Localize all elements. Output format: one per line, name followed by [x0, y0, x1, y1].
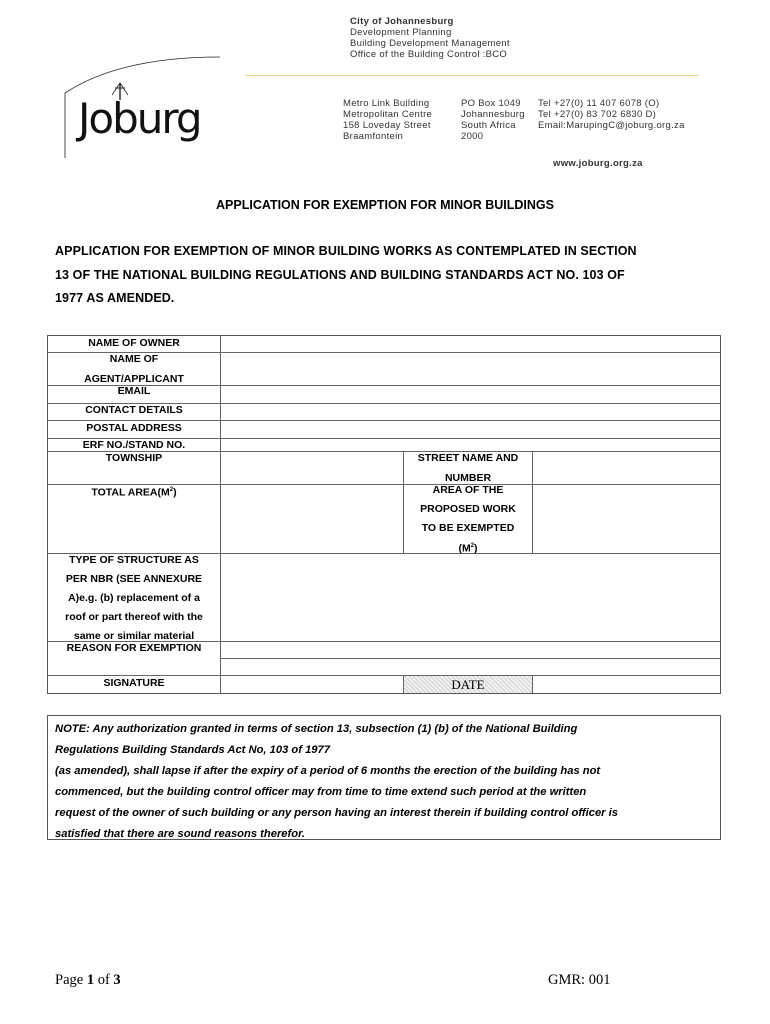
township-field[interactable]	[221, 452, 403, 484]
reason-field[interactable]	[221, 642, 720, 675]
address-postal	[461, 98, 525, 142]
address-line: Metro Link Building	[343, 98, 430, 109]
label-signature: SIGNATURE	[103, 677, 165, 689]
label-name-of-owner: NAME OF OWNER	[88, 337, 180, 349]
address-physical	[343, 98, 432, 142]
header-divider	[246, 75, 698, 76]
address-line: Johannesburg	[461, 109, 525, 120]
label-township: TOWNSHIP	[105, 452, 163, 464]
logo-wordmark: Joburg	[78, 94, 201, 143]
label-area-line2: PROPOSED WORK	[420, 503, 516, 515]
subtitle-line: APPLICATION FOR EXEMPTION OF MINOR BUILDING WORKS AS CONTEMPLATED IN SECTION	[55, 244, 637, 258]
note-line: Regulations Building Standards Act No, 103 of 1977	[55, 744, 330, 756]
structure-type-field[interactable]	[221, 554, 720, 641]
contact-details-field[interactable]	[221, 404, 720, 420]
label-total-area: TOTAL $AREA(M^2)$	[91, 486, 177, 499]
application-form	[47, 335, 721, 694]
form-code: GMR: 001	[548, 972, 611, 988]
label-area-unit: $(M^2)$	[458, 542, 478, 555]
website-link[interactable]: www.joburg.org.za	[553, 158, 643, 169]
address-line: Braamfontein	[343, 131, 404, 142]
document-subtitle	[55, 240, 725, 311]
postal-address-field[interactable]	[221, 421, 720, 438]
label-street-line1: STREET NAME AND	[417, 452, 519, 464]
label-contact-details: CONTACT DETAILS	[85, 404, 183, 416]
note-line: commenced, but the building control officer may from time to time extend such period at the written	[55, 786, 587, 798]
page-number: Page 1 of 3	[55, 972, 121, 988]
address-contact	[538, 98, 685, 131]
email-address: Email:MarupingC@joburg.org.za	[538, 120, 685, 131]
label-structure-line5: same or similar material	[73, 630, 195, 642]
label-erf-no: ERF NO./STAND NO.	[82, 439, 186, 451]
label-area-line1: AREA OF THE	[432, 484, 504, 496]
proposed-area-field[interactable]	[533, 485, 720, 553]
address-line: 158 Loveday Street	[343, 120, 431, 131]
total-area-field[interactable]	[221, 485, 403, 553]
org-line: City of Johannesburg	[350, 16, 454, 27]
phone-office: Tel +27(0) 11 407 6078 (O)	[538, 98, 660, 109]
note-line: NOTE: Any authorization granted in terms of section 13, subsection (1) (b) of the National Building	[55, 723, 578, 735]
page-current: 1	[86, 972, 95, 988]
address-line: PO Box 1049	[461, 98, 521, 109]
label-date: DATE	[451, 677, 485, 692]
address-line: Metropolitan Centre	[343, 109, 433, 120]
org-line: Building Development Management	[350, 38, 510, 49]
agent-name-field[interactable]	[221, 353, 720, 385]
label-street-line2: NUMBER	[444, 472, 492, 484]
page-total: 3	[113, 972, 121, 988]
document-title: APPLICATION FOR EXEMPTION FOR MINOR BUILDINGS	[216, 198, 554, 212]
street-name-field[interactable]	[533, 452, 720, 484]
note-box	[47, 715, 721, 840]
label-postal-address: POSTAL ADDRESS	[86, 422, 182, 434]
date-field[interactable]	[533, 676, 720, 693]
label-area-line3: TO BE EXEMPTED	[421, 522, 515, 534]
joburg-logo	[60, 55, 220, 160]
label-agent-line2: AGENT/APPLICANT	[84, 373, 184, 385]
label-email: EMAIL	[117, 385, 151, 397]
org-line: Development Planning	[350, 27, 452, 38]
label-structure-line1: TYPE OF STRUCTURE AS	[69, 554, 199, 566]
org-block	[350, 16, 510, 60]
phone-direct: Tel +27(0) 83 702 6830 D)	[538, 109, 657, 120]
subtitle-line: 1977 AS AMENDED.	[55, 291, 175, 305]
note-line: (as amended), shall lapse if after the expiry of a period of 6 months the erection of the building has not	[55, 765, 601, 777]
label-agent-line1: NAME OF	[109, 353, 159, 365]
owner-name-field[interactable]	[221, 336, 720, 352]
note-line: satisfied that there are sound reasons therefor.	[55, 828, 305, 840]
email-field[interactable]	[221, 386, 720, 403]
note-line: request of the owner of such building or any person having an interest therein if building control officer is	[55, 807, 618, 819]
address-line: South Africa	[461, 120, 516, 131]
address-line: 2000	[461, 131, 484, 142]
label-structure-line3: A)e.g. (b) replacement of a	[68, 592, 200, 604]
label-structure-line4: roof or part thereof with the	[65, 611, 203, 623]
signature-field[interactable]	[221, 676, 403, 693]
label-reason: REASON FOR EXEMPTION	[66, 642, 202, 654]
label-structure-line2: PER NBR (SEE ANNEXURE	[65, 573, 203, 585]
subtitle-line: 13 OF THE NATIONAL BUILDING REGULATIONS AND BUILDING STANDARDS ACT NO. 103 OF	[55, 267, 625, 282]
org-line: Office of the Building Control :BCO	[350, 49, 508, 60]
